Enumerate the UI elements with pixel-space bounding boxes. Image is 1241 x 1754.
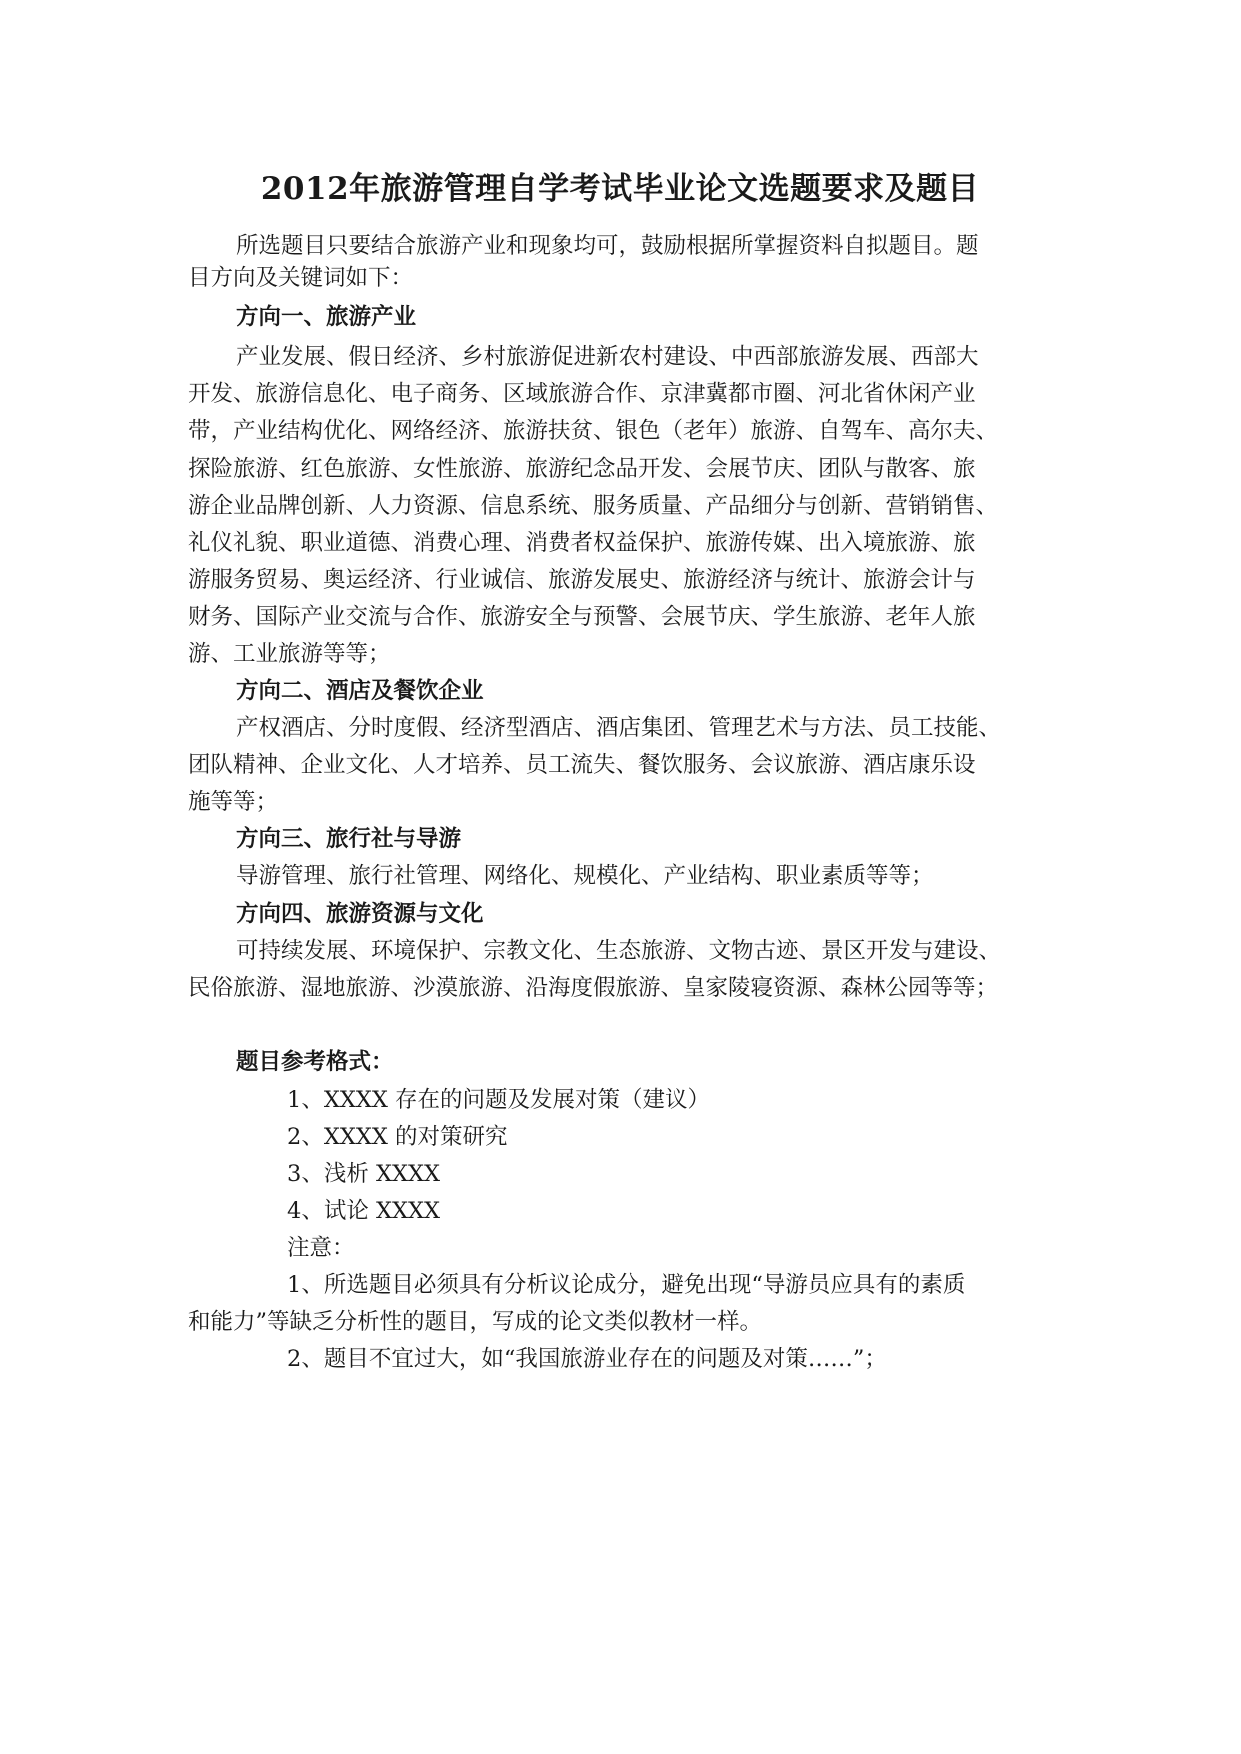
section-1-line-2: 开发、旅游信息化、电子商务、区域旅游合作、京津冀都市圈、河北省休闲产业 — [188, 381, 976, 407]
section-1-line-4: 探险旅游、红色旅游、女性旅游、旅游纪念品开发、会展节庆、团队与散客、旅 — [188, 456, 976, 482]
format-item-3: 3、浅析 XXXX — [287, 1161, 441, 1187]
section-heading-1: 方向一、旅游产业 — [236, 304, 417, 330]
note-1-line-1: 1、所选题目必须具有分析议论成分，避免出现“导游员应具有的素质 — [287, 1272, 966, 1298]
format-heading: 题目参考格式： — [236, 1049, 394, 1075]
format-item-2: 2、XXXX 的对策研究 — [287, 1124, 508, 1150]
section-2-line-2: 团队精神、企业文化、人才培养、员工流失、餐饮服务、会议旅游、酒店康乐设 — [188, 752, 976, 778]
section-heading-4: 方向四、旅游资源与文化 — [236, 901, 484, 927]
section-1-line-1: 产业发展、假日经济、乡村旅游促进新农村建设、中西部旅游发展、西部大 — [236, 344, 979, 370]
section-1-line-8: 财务、国际产业交流与合作、旅游安全与预警、会展节庆、学生旅游、老年人旅 — [188, 604, 976, 630]
notes-label: 注意： — [287, 1235, 355, 1261]
section-heading-3: 方向三、旅行社与导游 — [236, 826, 462, 852]
section-heading-2: 方向二、酒店及餐饮企业 — [236, 678, 484, 704]
intro-line-2: 目方向及关键词如下： — [188, 265, 414, 291]
intro-line-1: 所选题目只要结合旅游产业和现象均可，鼓励根据所掌握资料自拟题目。题 — [236, 233, 979, 259]
section-1-line-7: 游服务贸易、奥运经济、行业诚信、旅游发展史、旅游经济与统计、旅游会计与 — [188, 567, 976, 593]
section-3-line-1: 导游管理、旅行社管理、网络化、规模化、产业结构、职业素质等等； — [236, 863, 934, 889]
section-1-line-5: 游企业品牌创新、人力资源、信息系统、服务质量、产品细分与创新、营销销售、 — [188, 493, 999, 519]
format-item-4: 4、试论 XXXX — [287, 1198, 441, 1224]
section-4-line-1: 可持续发展、环境保护、宗教文化、生态旅游、文物古迹、景区开发与建设、 — [236, 938, 1002, 964]
section-1-line-3: 带，产业结构优化、网络经济、旅游扶贫、银色（老年）旅游、自驾车、高尔夫、 — [188, 418, 999, 444]
section-4-line-2: 民俗旅游、湿地旅游、沙漠旅游、沿海度假旅游、皇家陵寝资源、森林公园等等； — [188, 975, 999, 1001]
note-1-line-2: 和能力”等缺乏分析性的题目，写成的论文类似教材一样。 — [188, 1309, 763, 1335]
section-2-line-1: 产权酒店、分时度假、经济型酒店、酒店集团、管理艺术与方法、员工技能、 — [236, 715, 1002, 741]
format-item-1: 1、XXXX 存在的问题及发展对策（建议） — [287, 1087, 711, 1113]
section-2-line-3: 施等等； — [188, 789, 279, 815]
section-1-line-6: 礼仪礼貌、职业道德、消费心理、消费者权益保护、旅游传媒、出入境旅游、旅 — [188, 530, 976, 556]
document-title: 2012年旅游管理自学考试毕业论文选题要求及题目 — [260, 171, 980, 207]
section-1-line-9: 游、工业旅游等等； — [188, 641, 391, 667]
note-2: 2、题目不宜过大，如“我国旅游业存在的问题及对策……”； — [287, 1346, 887, 1372]
